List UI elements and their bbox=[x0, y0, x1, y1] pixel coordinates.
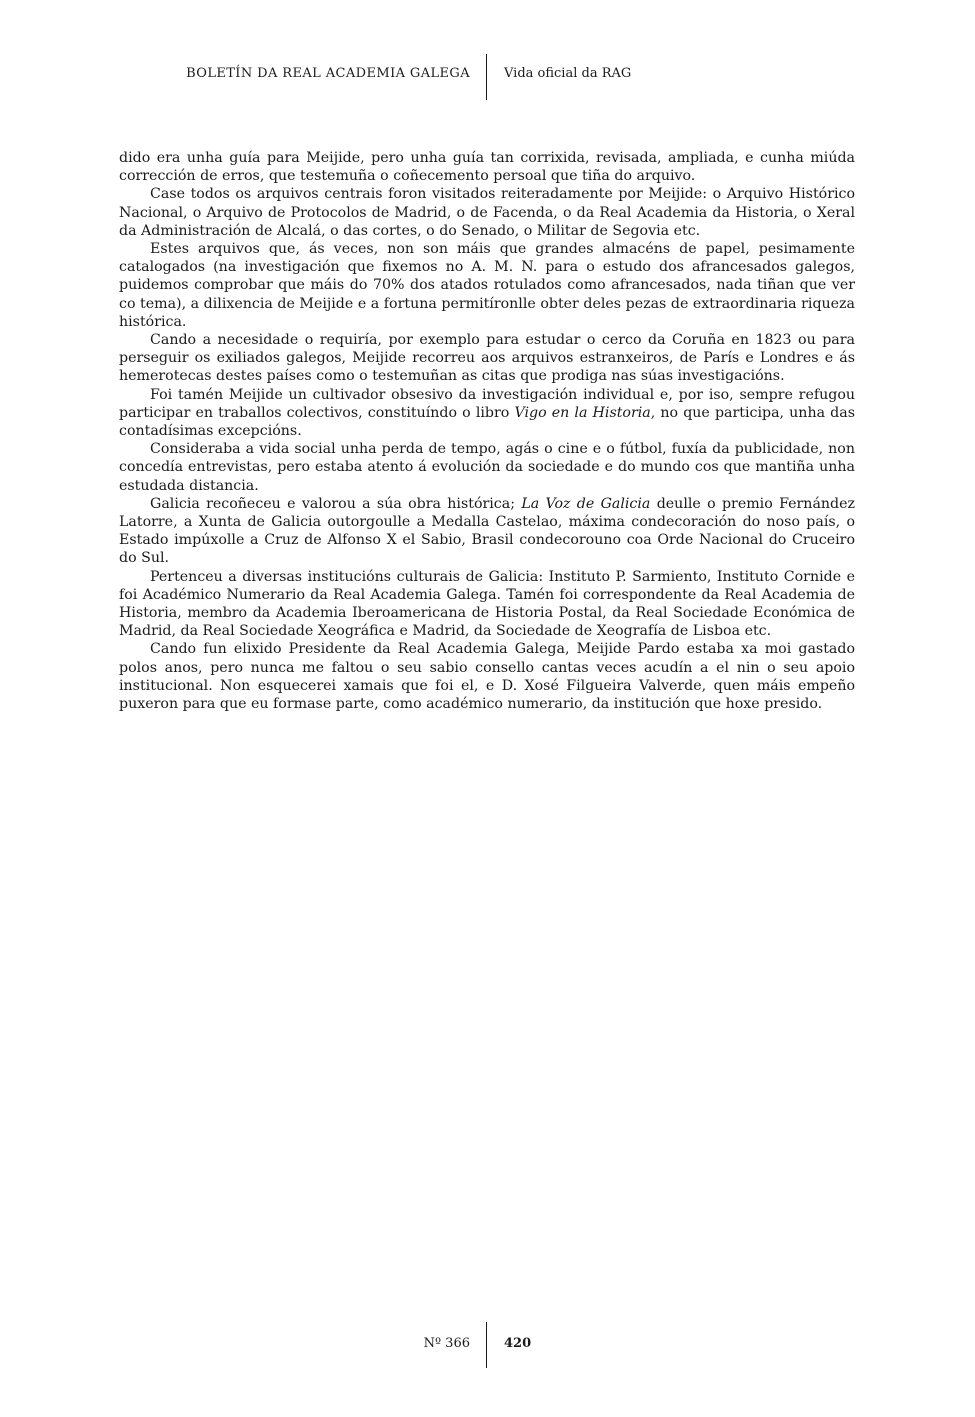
paragraph-text: Galicia recoñeceu e valorou a súa obra histórica; bbox=[150, 495, 522, 512]
paragraph bbox=[119, 386, 855, 441]
paragraph: Cando a necesidade o requiría, por exemplo para estudar o cerco da Coruña en 1823 ou para perseguir os exiliados galegos, Meijide recorreu aos arquivos estranxeiros, de París e Londres e ás hemerotecas destes países como o testemuñan as citas que prodiga nas súas investigacións. bbox=[119, 332, 855, 385]
paragraph: Cando fun elixido Presidente da Real Academia Galega, Meijide Pardo estaba xa moi gastado polos anos, pero nunca me faltou o seu sabio consello cantas veces acudín a el nin o seu apoio institucional. Non esquecerei xamais que foi el, e D. Xosé Filgueira Valverde, quen máis empeño puxeron para que eu formase parte, como académico numerario, da institución que hoxe presido. bbox=[119, 641, 855, 713]
footer-divider bbox=[486, 1322, 487, 1368]
paragraph-text: Foi tamén Meijide un cultivador obsesivo da investigación individual e, por iso, sempre refugou participar en traballos colectivos, constituíndo o libro bbox=[119, 386, 855, 421]
issue-number: Nº 366 bbox=[423, 1336, 470, 1351]
book-title: Vigo en la Historia bbox=[514, 404, 651, 421]
journal-title: BOLETÍN DA REAL ACADEMIA GALEGA bbox=[186, 66, 470, 81]
newspaper-title: La Voz de Galicia bbox=[521, 495, 651, 512]
article-body bbox=[119, 149, 855, 713]
running-header bbox=[0, 54, 975, 100]
paragraph: Pertenceu a diversas institucións culturais de Galicia: Instituto P. Sarmiento, Instituto Cornide e foi Académico Numerario da Real Academia Galega. Tamén foi correspondente da Real Academia de Historia, membro da Academia Iberoamericana de Historia Postal, da Real Sociedade Económica de Madrid, da Real Sociedade Xeográfica e Madrid, da Sociedade de Xeografía de Lisboa etc. bbox=[119, 568, 855, 640]
paragraph: Case todos os arquivos centrais foron visitados reiteradamente por Meijide: o Arquivo Histórico Nacional, o Arquivo de Protocolos de Madrid, o de Facenda, o da Real Academia da Historia, o Xeral da Administración de Alcalá, o das cortes, o do Senado, o Militar de Segovia etc. bbox=[119, 186, 855, 239]
running-footer bbox=[0, 1322, 975, 1368]
paragraph: Consideraba a vida social unha perda de tempo, agás o cine e o fútbol, fuxía da publicidade, non concedía entrevistas, pero estaba atento á evolución da sociedade e do mundo cos que mantiña unha estudada distancia. bbox=[119, 441, 855, 494]
page-number: 420 bbox=[504, 1336, 532, 1351]
paragraph bbox=[119, 495, 855, 568]
paragraph: Estes arquivos que, ás veces, non son máis que grandes almacéns de papel, pesimamente catalogados (na investigación que fixemos no A. M. N. para o estudo dos afrancesados galegos, puidemos comprobar que máis do 70% dos atados rotulados como afrancesados, nada tiñan que ver co tema), a dilixencia de Meijide e a fortuna permitíronlle obter deles pezas de extraordinaria riqueza histórica. bbox=[119, 241, 855, 330]
paragraph-text: , no que participa, unha das contadísimas excepcións. bbox=[119, 404, 855, 440]
paragraph-text: deulle o premio Fernández Latorre, a Xunta de Galicia outorgoulle a Medalla Castelao, máxima condecoración do noso país, o Estado impúxolle a Cruz de Alfonso X el Sabio, Brasil condecorouno coa Orde Nacional do Cruceiro do Sul. bbox=[119, 495, 855, 567]
header-divider bbox=[486, 54, 487, 100]
paragraph: dido era unha guía para Meijide, pero unha guía tan corrixida, revisada, ampliada, e cunha miúda corrección de erros, que testemuña o coñecemento persoal que tiña do arquivo. bbox=[119, 150, 855, 185]
section-title: Vida oficial da RAG bbox=[504, 66, 632, 81]
